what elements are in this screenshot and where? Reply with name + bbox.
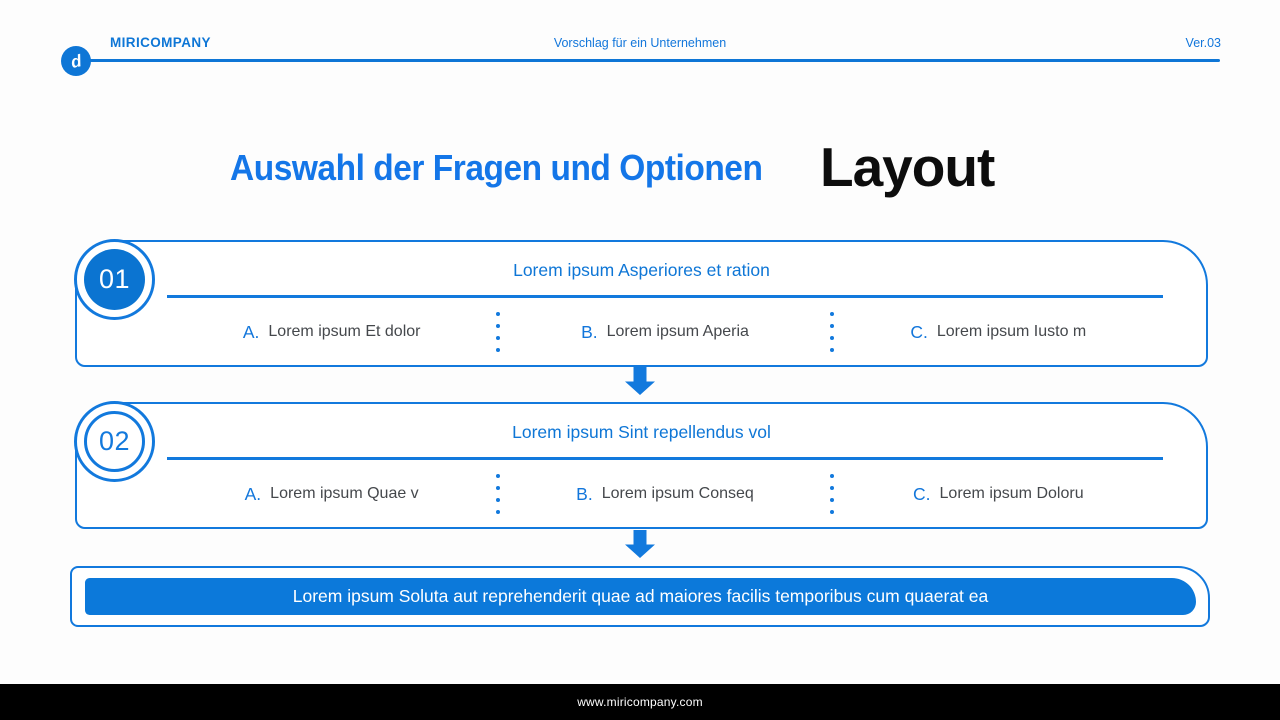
layout-overlay-label: Layout bbox=[820, 136, 995, 198]
item-text: Lorem ipsum Quae v bbox=[270, 485, 419, 502]
item-letter: C. bbox=[910, 321, 928, 342]
item-text: Lorem ipsum Aperia bbox=[606, 323, 749, 340]
item-text: Lorem ipsum Et dolor bbox=[268, 323, 421, 340]
page-title: Auswahl der Fragen und Optionen bbox=[230, 147, 763, 188]
version-label: Ver.03 bbox=[1185, 36, 1221, 50]
list-item bbox=[500, 322, 829, 343]
step-items-02 bbox=[167, 468, 1163, 520]
step-box-02 bbox=[75, 402, 1208, 529]
item-text: Lorem ipsum Iusto m bbox=[936, 323, 1087, 340]
step-number-02: 02 bbox=[84, 411, 145, 472]
step-title-01: Lorem ipsum Asperiores et ration bbox=[513, 260, 770, 280]
item-letter: C. bbox=[913, 483, 931, 504]
step-title-02: Lorem ipsum Sint repellendus vol bbox=[512, 422, 771, 442]
down-arrow-icon bbox=[623, 530, 657, 558]
header-rule bbox=[89, 59, 1220, 62]
company-logo-icon bbox=[61, 46, 91, 76]
step-items-01 bbox=[167, 306, 1163, 358]
list-item bbox=[834, 322, 1163, 343]
summary-banner-text: Lorem ipsum Soluta aut reprehenderit quae ad maiores facilis temporibus cum quaerat ea bbox=[292, 586, 989, 606]
step-divider bbox=[167, 295, 1163, 298]
step-box-01 bbox=[75, 240, 1208, 367]
logo-glyph: d bbox=[68, 50, 84, 72]
item-text: Lorem ipsum Conseq bbox=[601, 485, 754, 502]
footer-bar bbox=[0, 684, 1280, 720]
step-number-01: 01 bbox=[84, 249, 145, 310]
list-item bbox=[834, 484, 1163, 505]
list-item bbox=[167, 484, 496, 505]
step-divider bbox=[167, 457, 1163, 460]
item-letter: A. bbox=[242, 321, 260, 342]
summary-banner bbox=[70, 566, 1210, 627]
header-subtitle: Vorschlag für ein Unternehmen bbox=[553, 36, 727, 50]
item-text: Lorem ipsum Doloru bbox=[939, 485, 1084, 502]
summary-banner-fill bbox=[85, 578, 1196, 615]
brand-name: MIRICOMPANY bbox=[110, 35, 211, 50]
item-letter: B. bbox=[576, 483, 593, 504]
list-item bbox=[500, 484, 829, 505]
item-letter: B. bbox=[581, 321, 598, 342]
list-item bbox=[167, 322, 496, 343]
item-letter: A. bbox=[244, 483, 262, 504]
footer-url: www.miricompany.com bbox=[577, 695, 703, 709]
down-arrow-icon bbox=[623, 367, 657, 395]
